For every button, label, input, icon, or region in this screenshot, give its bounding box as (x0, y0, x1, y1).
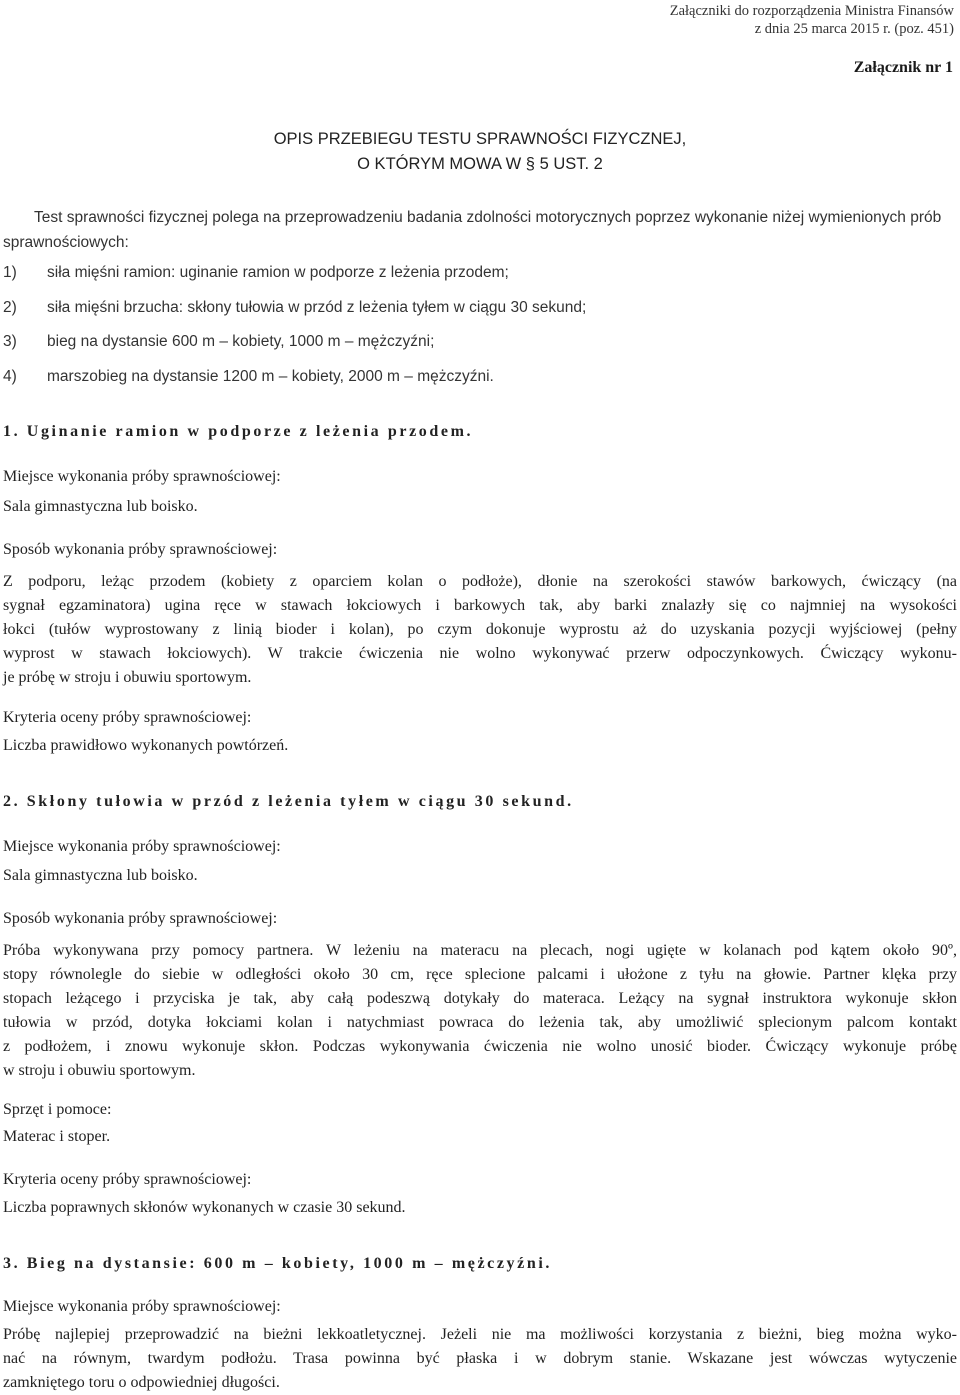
text-line: je próbę w stroju i obuwiu sportowym. (3, 669, 252, 686)
method-text (3, 939, 957, 1083)
document-title (3, 127, 957, 177)
place-text (3, 1323, 957, 1395)
text-line: stopy równolegle do siebie w odległości około 30 cm, ręce splecione palcami i ułożone z tyłu na głowie. Partner klęka przy (3, 966, 957, 983)
list-text: marszobieg na dystansie 1200 m – kobiety, 2000 m – mężczyźni. (47, 368, 494, 385)
place-text: Sala gimnastyczna lub boisko. (3, 867, 198, 884)
text-line: Próba wykonywana przy pomocy partnera. W leżeniu na materacu na plecach, nogi ugięte w kolanach pod kątem około 90º, (3, 942, 957, 959)
list-number: 2) (3, 299, 17, 316)
criteria-label: Kryteria oceny próby sprawnościowej: (3, 1171, 252, 1188)
method-text (3, 570, 957, 690)
method-label: Sposób wykonania próby sprawnościowej: (3, 541, 278, 558)
list-number: 4) (3, 368, 17, 385)
list-text: bieg na dystansie 600 m – kobiety, 1000 m – mężczyźni; (47, 333, 435, 350)
text-line: Próbę najlepiej przeprowadzić na bieżni lekkoatletycznej. Jeżeli nie ma możliwości korzystania z bieżni, bieg można wyko- (3, 1326, 957, 1343)
text-line: nać na równym, twardym podłożu. Trasa powinna być płaska i w dobrym stanie. Wskazane jest wówczas wytyczenie (3, 1350, 957, 1367)
place-label: Miejsce wykonania próby sprawnościowej: (3, 1298, 281, 1315)
text-line: w stroju i obuwiu sportowym. (3, 1062, 196, 1079)
section-heading: 1. Uginanie ramion w podporze z leżenia przodem. (3, 423, 474, 440)
header-note-line: Załączniki do rozporządzenia Ministra Finansów (669, 3, 954, 19)
criteria-text: Liczba poprawnych skłonów wykonanych w czasie 30 sekund. (3, 1199, 406, 1216)
text-line: wyprost w stawach łokciowych). W trakcie ćwiczenia nie wolno wykonywać przerw odpoczynkowych. Ćwiczący wykonu- (3, 645, 957, 662)
header-note (670, 2, 954, 38)
list-text: siła mięśni brzucha: skłony tułowia w przód z leżenia tyłem w ciągu 30 sekund; (47, 299, 587, 316)
annex-label: Załącznik nr 1 (853, 59, 953, 76)
text-line: zamkniętego toru o odpowiedniej długości. (3, 1374, 280, 1391)
header-note-line: z dnia 25 marca 2015 r. (poz. 451) (754, 21, 954, 37)
place-label: Miejsce wykonania próby sprawnościowej: (3, 468, 281, 485)
intro-paragraph: Test sprawności fizycznej polega na przeprowadzeniu badania zdolności motorycznych poprzez wykonanie niżej wymienionych prób sprawnościowych: (3, 209, 942, 251)
list-text: siła mięśni ramion: uginanie ramion w podporze z leżenia przodem; (47, 264, 509, 281)
list-item (3, 264, 957, 282)
list-number: 3) (3, 333, 17, 350)
section-heading: 3. Bieg na dystansie: 600 m – kobiety, 1000 m – mężczyźni. (3, 1255, 552, 1272)
text-line: stopach leżącego i przyciska je tak, aby całą podeszwą dotykały do materaca. Leżący na sygnał instruktora wykonuje skłon (3, 990, 957, 1007)
title-line: OPIS PRZEBIEGU TESTU SPRAWNOŚCI FIZYCZNEJ, (273, 130, 687, 148)
equipment-label: Sprzęt i pomoce: (3, 1101, 112, 1118)
section-heading: 2. Skłony tułowia w przód z leżenia tyłem w ciągu 30 sekund. (3, 793, 574, 810)
text-line: Z podporu, leżąc przodem (kobiety z oparciem kolan o podłoże), dłonie na szerokości stawów barkowych, ćwiczący (na (3, 573, 957, 590)
list-item (3, 333, 957, 351)
equipment-text: Materac i stoper. (3, 1128, 111, 1145)
method-label: Sposób wykonania próby sprawnościowej: (3, 910, 278, 927)
criteria-label: Kryteria oceny próby sprawnościowej: (3, 709, 252, 726)
place-text: Sala gimnastyczna lub boisko. (3, 498, 198, 515)
criteria-text: Liczba prawidłowo wykonanych powtórzeń. (3, 737, 289, 754)
place-label: Miejsce wykonania próby sprawnościowej: (3, 838, 281, 855)
list-item (3, 368, 957, 386)
text-line: z podłożem, i znowu wykonuje skłon. Podczas wykonywania ćwiczenia nie wolno unosić bioder. Ćwiczący wykonuje próbę (3, 1038, 957, 1055)
list-item (3, 299, 957, 317)
text-line: tułowia w przód, dotyka łokciami kolan i natychmiast powraca do leżenia tak, aby umożliwić splecionym palcom kontakt (3, 1014, 957, 1031)
text-line: łokci (tułów wyprostowany z linią bioder i kolan), po czym dokonuje wyprostu aż do uzyskania pozycji wyjściowej (pełny (3, 621, 957, 638)
text-line: sygnał egzaminatora) ugina ręce w stawach łokciowych i barkowych tak, aby barki znalazły się co najmniej na wysokości (3, 597, 957, 614)
title-line: O KTÓRYM MOWA W § 5 UST. 2 (357, 155, 603, 173)
list-number: 1) (3, 264, 17, 281)
